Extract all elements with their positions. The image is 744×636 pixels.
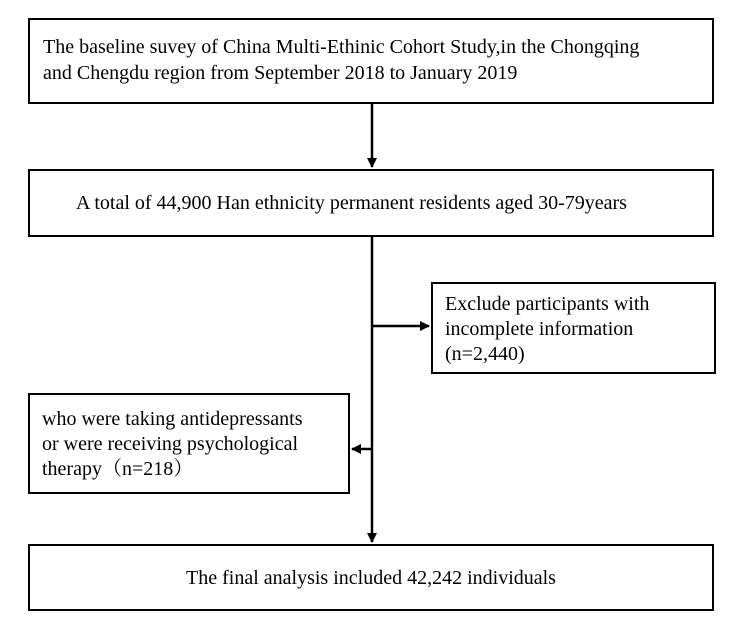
exclude-line-3: (n=2,440) bbox=[445, 343, 525, 365]
exclusion-incomplete-box bbox=[431, 282, 716, 374]
antidepressant-line-1: who were taking antidepressants bbox=[42, 408, 303, 430]
exclusion-antidepressant-box bbox=[28, 393, 350, 494]
baseline-line-1: The baseline suvey of China Multi-Ethinic Cohort Study,in the Chongqing bbox=[43, 36, 640, 58]
total-residents-box bbox=[28, 169, 714, 237]
baseline-survey-box bbox=[28, 18, 714, 104]
final-analysis-box bbox=[28, 544, 714, 611]
exclude-line-1: Exclude participants with bbox=[445, 293, 650, 315]
antidepressant-line-3: therapy（n=218） bbox=[42, 458, 194, 480]
baseline-line-2: and Chengdu region from September 2018 to January 2019 bbox=[43, 62, 518, 84]
total-residents-text: A total of 44,900 Han ethnicity permanent residents aged 30-79years bbox=[76, 192, 627, 214]
antidepressant-line-2: or were receiving psychological bbox=[42, 433, 299, 455]
exclude-line-2: incomplete information bbox=[445, 318, 634, 340]
final-analysis-text: The final analysis included 42,242 individuals bbox=[186, 567, 556, 589]
